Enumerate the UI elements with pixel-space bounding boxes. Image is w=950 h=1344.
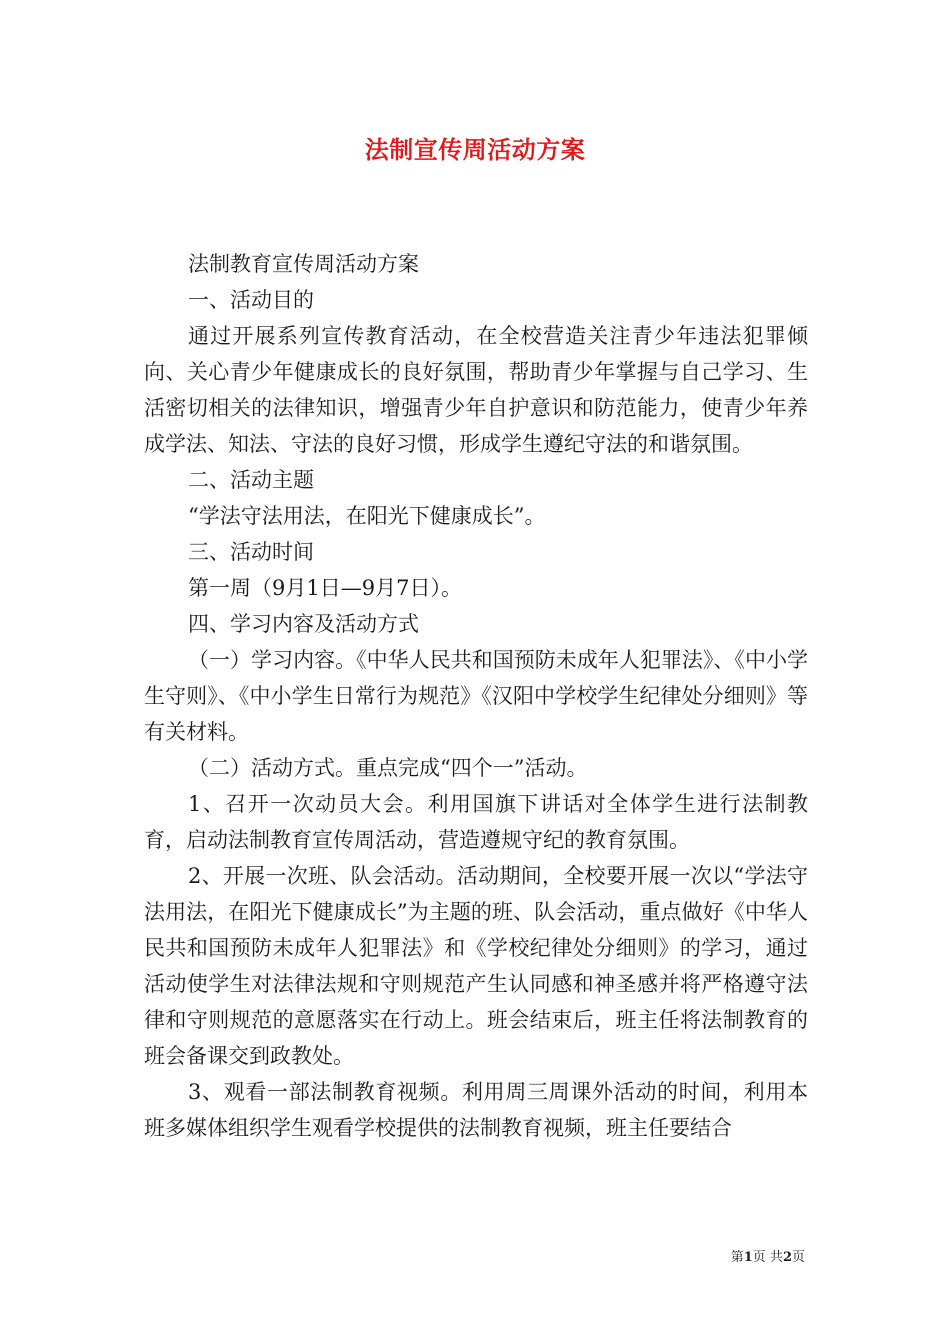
current-page-number: 1 [743, 1250, 753, 1265]
paragraph: 1、召开一次动员大会。利用国旗下讲话对全体学生进行法制教育，启动法制教育宣传周活动，营造遵规守纪的教育氛围。 [144, 792, 808, 852]
paragraph: 第一周（9月1日—9月7日）。 [188, 576, 462, 600]
footer-prefix: 第 [730, 1250, 744, 1265]
paragraph: 3、观看一部法制教育视频。利用周三周课外活动的时间，利用本班多媒体组织学生观看学校提供的法制教育视频，班主任要结合 [144, 1080, 808, 1140]
footer-suffix: 页 [791, 1250, 805, 1265]
section-heading: 三、活动时间 [188, 540, 314, 564]
footer-middle: 页 共 [752, 1250, 783, 1265]
paragraph: “学法守法用法，在阳光下健康成长”。 [188, 504, 546, 528]
paragraph: 2、开展一次班、队会活动。活动期间，全校要开展一次以“学法守法用法，在阳光下健康成长”为主题的班、队会活动，重点做好《中华人民共和国预防未成年人犯罪法》和《学校纪律处分细则》的学习，通过活动使学生对法律法规和守则规范产生认同感和神圣感并将严格遵守法律和守则规范的意愿落实在行动上。班会结束后，班主任将法制教育的班会备课交到政教处。 [144, 864, 808, 1068]
page-number-footer [731, 1246, 805, 1265]
section-heading: 四、学习内容及活动方式 [188, 612, 419, 636]
paragraph: 通过开展系列宣传教育活动，在全校营造关注青少年违法犯罪倾向、关心青少年健康成长的良好氛围，帮助青少年掌握与自己学习、生活密切相关的法律知识，增强青少年自护意识和防范能力，使青少年养成学法、知法、守法的良好习惯，形成学生遵纪守法的和谐氛围。 [144, 324, 808, 456]
document-body [144, 246, 808, 1146]
total-page-count: 2 [782, 1250, 792, 1265]
document-title: 法制宣传周活动方案 [364, 135, 586, 164]
paragraph: （二）活动方式。重点完成“四个一”活动。 [188, 756, 588, 780]
paragraph: （一）学习内容。《中华人民共和国预防未成年人犯罪法》、《中小学生守则》、《中小学生日常行为规范》《汉阳中学校学生纪律处分细则》等有关材料。 [144, 648, 808, 744]
paragraph: 法制教育宣传周活动方案 [188, 252, 419, 276]
section-heading: 一、活动目的 [188, 288, 314, 312]
section-heading: 二、活动主题 [188, 468, 314, 492]
